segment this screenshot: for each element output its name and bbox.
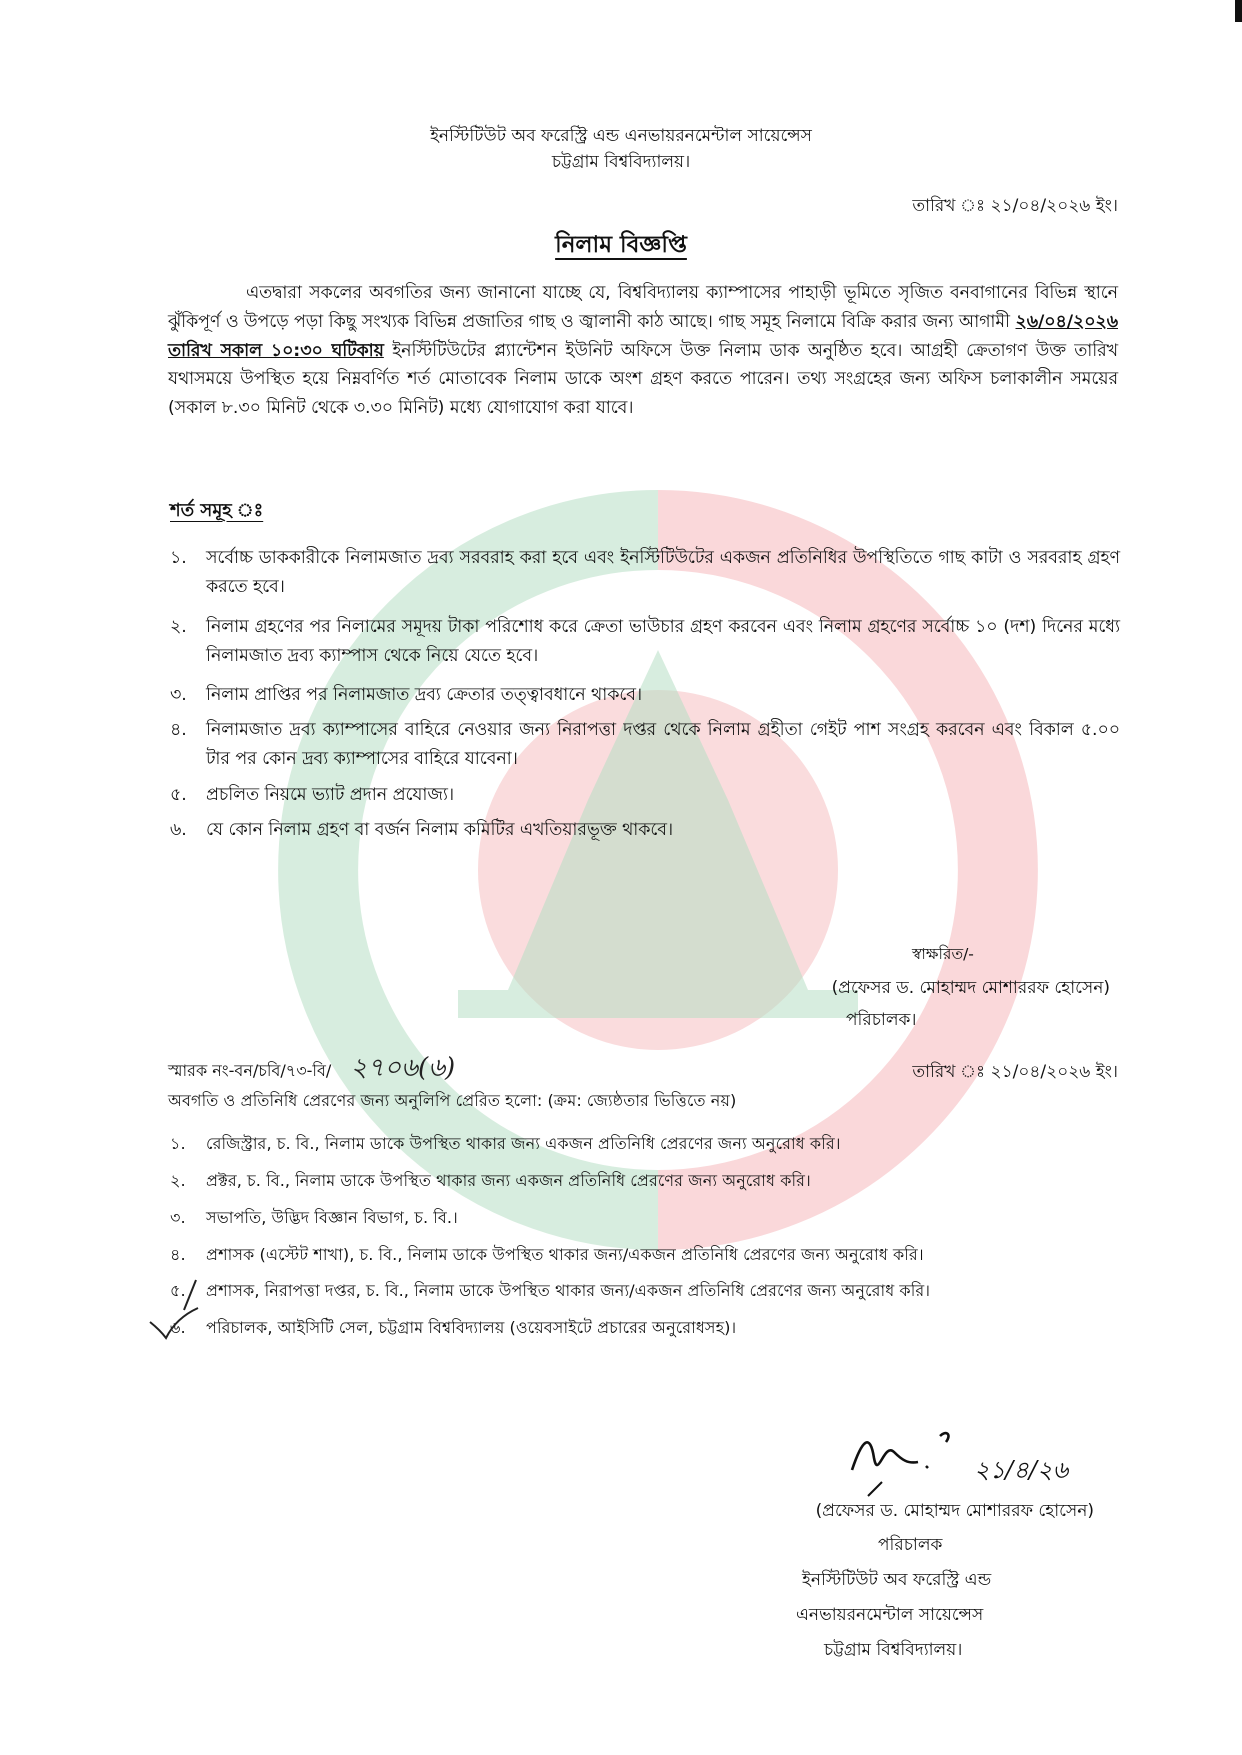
signatory-name: (প্রফেসর ড. মোহাম্মদ মোশাররফ হোসেন): [831, 978, 1110, 998]
copy-text: সভাপতি, উদ্ভিদ বিজ্ঞান বিভাগ, চ. বি.।: [206, 1208, 458, 1227]
footer-institute-line-2: এনভায়রনমেন্টাল সায়েন্সেস: [796, 1605, 984, 1625]
copy-number: ৪.: [170, 1245, 186, 1264]
pen-tick-marks: [148, 1278, 208, 1348]
copy-item: [170, 1241, 924, 1269]
condition-item: [170, 681, 1120, 710]
copy-number: ৫.: [170, 1281, 186, 1300]
conditions-heading: শর্ত সমূহ ঃ: [170, 500, 264, 521]
notice-title: নিলাম বিজ্ঞপ্তি: [555, 232, 687, 258]
copy-text: রেজিস্ট্রার, চ. বি., নিলাম ডাকে উপস্থিত থাকার জন্য একজন প্রতিনিধি প্রেরণের জন্য অনুরোধ করি।: [206, 1134, 841, 1153]
condition-number: ৫.: [170, 785, 187, 805]
institute-name: ইনস্টিটিউট অব ফরেস্ট্রি এন্ড এনভায়রনমেন্টাল সায়েন্সেস: [430, 126, 812, 146]
condition-item: [170, 816, 1120, 845]
copy-item: [170, 1277, 930, 1305]
signatory-designation: পরিচালক।: [846, 1010, 917, 1030]
scan-edge-mark: [1235, 0, 1242, 22]
copy-item: [170, 1204, 458, 1232]
memo-date: তারিখ ঃ ২১/০৪/২০২৬ ইং।: [912, 1062, 1118, 1082]
condition-text: নিলামজাত দ্রব্য ক্যাম্পাসের বাহিরে নেওয়ার জন্য নিরাপত্তা দপ্তর থেকে নিলাম গ্রহীতা গেইট পাশ সংগ্রহ করবেন এবং বিকাল ৫.০০ টার পর কোন দ্রব্য ক্যাম্পাসের বাহিরে যাবেনা।: [206, 720, 1120, 769]
copy-number: ৬.: [170, 1318, 186, 1337]
auction-date-time: ২৬/০৪/২০২৬ তারিখ সকাল ১০:৩০ ঘটিকায়: [168, 311, 1118, 361]
memo-handwritten-number: ২৭০৬(৬): [350, 1053, 456, 1083]
copy-text: পরিচালক, আইসিটি সেল, চট্টগ্রাম বিশ্ববিদ্যালয় (ওয়েবসাইটে প্রচারের অনুরোধসহ)।: [206, 1318, 737, 1337]
condition-number: ২.: [170, 617, 187, 637]
condition-text: প্রচলিত নিয়মে ভ্যাট প্রদান প্রযোজ্য।: [206, 785, 455, 805]
condition-number: ১.: [170, 548, 187, 568]
condition-number: ৪.: [170, 720, 187, 740]
condition-text: সর্বোচ্চ ডাককারীকে নিলামজাত দ্রব্য সরবরাহ করা হবে এবং ইনস্টিটিউটের একজন প্রতিনিধির উপস্থিতিতে গাছ কাটা ও সরবরাহ গ্রহণ করতে হবে।: [206, 548, 1120, 597]
footer-university: চট্টগ্রাম বিশ্ববিদ্যালয়।: [824, 1640, 963, 1660]
memo-number: [168, 1054, 455, 1085]
notice-body: [168, 279, 1118, 423]
condition-text: যে কোন নিলাম গ্রহণ বা বর্জন নিলাম কমিটির এখতিয়ারভূক্ত থাকবে।: [206, 820, 674, 840]
copy-text: প্রশাসক, নিরাপত্তা দপ্তর, চ. বি., নিলাম ডাকে উপস্থিত থাকার জন্য/একজন প্রতিনিধি প্রেরণের জন্য অনুরোধ করি।: [206, 1281, 931, 1300]
copy-text: প্রশাসক (এস্টেট শাখা), চ. বি., নিলাম ডাকে উপস্থিত থাকার জন্য/একজন প্রতিনিধি প্রেরণের জন্য অনুরোধ করি।: [206, 1245, 924, 1264]
copy-number: ২.: [170, 1171, 186, 1190]
condition-number: ৩.: [170, 685, 187, 705]
signed-label: স্বাক্ষরিত/-: [912, 945, 974, 963]
copy-intro: অবগতি ও প্রতিনিধি প্রেরণের জন্য অনুলিপি প্রেরিত হলো: (ক্রম: জ্যেষ্ঠতার ভিত্তিতে নয়): [168, 1091, 737, 1110]
copy-item: [170, 1314, 736, 1342]
condition-item: [170, 716, 1120, 774]
condition-item: [170, 613, 1120, 671]
body-part-2: ইনস্টিটিউটের প্ল্যান্টেশন ইউনিট অফিসে উক্ত নিলাম ডাক অনুষ্ঠিত হবে। আগ্রহী ক্রেতাগণ উক্ত তারিখ যথাসময়ে উপস্থিত হয়ে নিম্নবর্ণিত শর্ত মোতাবেক নিলাম ডাকে অংশ গ্রহণ করতে পারেন। তথ্য সংগ্রহের জন্য অফিস চলাকালীন সময়ের (সকাল ৮.৩০ মিনিট থেকে ৩.৩০ মিনিট) মধ্যে যোগাযোগ করা যাবে।: [168, 340, 1118, 419]
body-part-1: এতদ্বারা সকলের অবগতির জন্য জানানো যাচ্ছে যে, বিশ্ববিদ্যালয় ক্যাম্পাসের পাহাড়ী ভূমিতে সৃজিত বনবাগানের বিভিন্ন স্থানে ঝুঁকিপূর্ণ ও উপড়ে পড়া কিছু সংখ্যক বিভিন্ন প্রজাতির গাছ ও জ্বালানী কাঠ আছে। গাছ সমূহ নিলামে বিক্রি করার জন্য আগামী: [168, 283, 1118, 332]
handwritten-sign-date: ২১/৪/২৬: [974, 1456, 1069, 1484]
footer-signatory-name: (প্রফেসর ড. মোহাম্মদ মোশাররফ হোসেন): [815, 1501, 1094, 1521]
copy-text: প্রক্টর, চ. বি., নিলাম ডাকে উপস্থিত থাকার জন্য একজন প্রতিনিধি প্রেরণের জন্য অনুরোধ করি।: [206, 1171, 811, 1190]
date-top: তারিখ ঃ ২১/০৪/২০২৬ ইং।: [912, 196, 1118, 216]
copy-item: [170, 1167, 811, 1195]
condition-text: নিলাম প্রাপ্তির পর নিলামজাত দ্রব্য ক্রেতার তত্ত্বাবধানে থাকবে।: [206, 685, 643, 705]
condition-item: [170, 544, 1120, 602]
condition-item: [170, 781, 1120, 810]
condition-text: নিলাম গ্রহণের পর নিলামের সমূদয় টাকা পরিশোধ করে ক্রেতা ভাউচার গ্রহণ করবেন এবং নিলাম গ্রহণের সর্বোচ্চ ১০ (দশ) দিনের মধ্যে নিলামজাত দ্রব্য ক্যাম্পাস থেকে নিয়ে যেতে হবে।: [206, 617, 1120, 666]
footer-designation: পরিচালক: [878, 1535, 943, 1555]
footer-institute-line-1: ইনস্টিটিউট অব ফরেস্ট্রি এন্ড: [802, 1570, 992, 1590]
condition-number: ৬.: [170, 820, 187, 840]
copy-item: [170, 1130, 841, 1158]
university-name: চট্টগ্রাম বিশ্ববিদ্যালয়।: [551, 152, 691, 172]
copy-number: ৩.: [170, 1208, 186, 1227]
copy-number: ১.: [170, 1134, 186, 1153]
memo-label: স্মারক নং-বন/চবি/৭৩-বি/: [168, 1061, 332, 1080]
